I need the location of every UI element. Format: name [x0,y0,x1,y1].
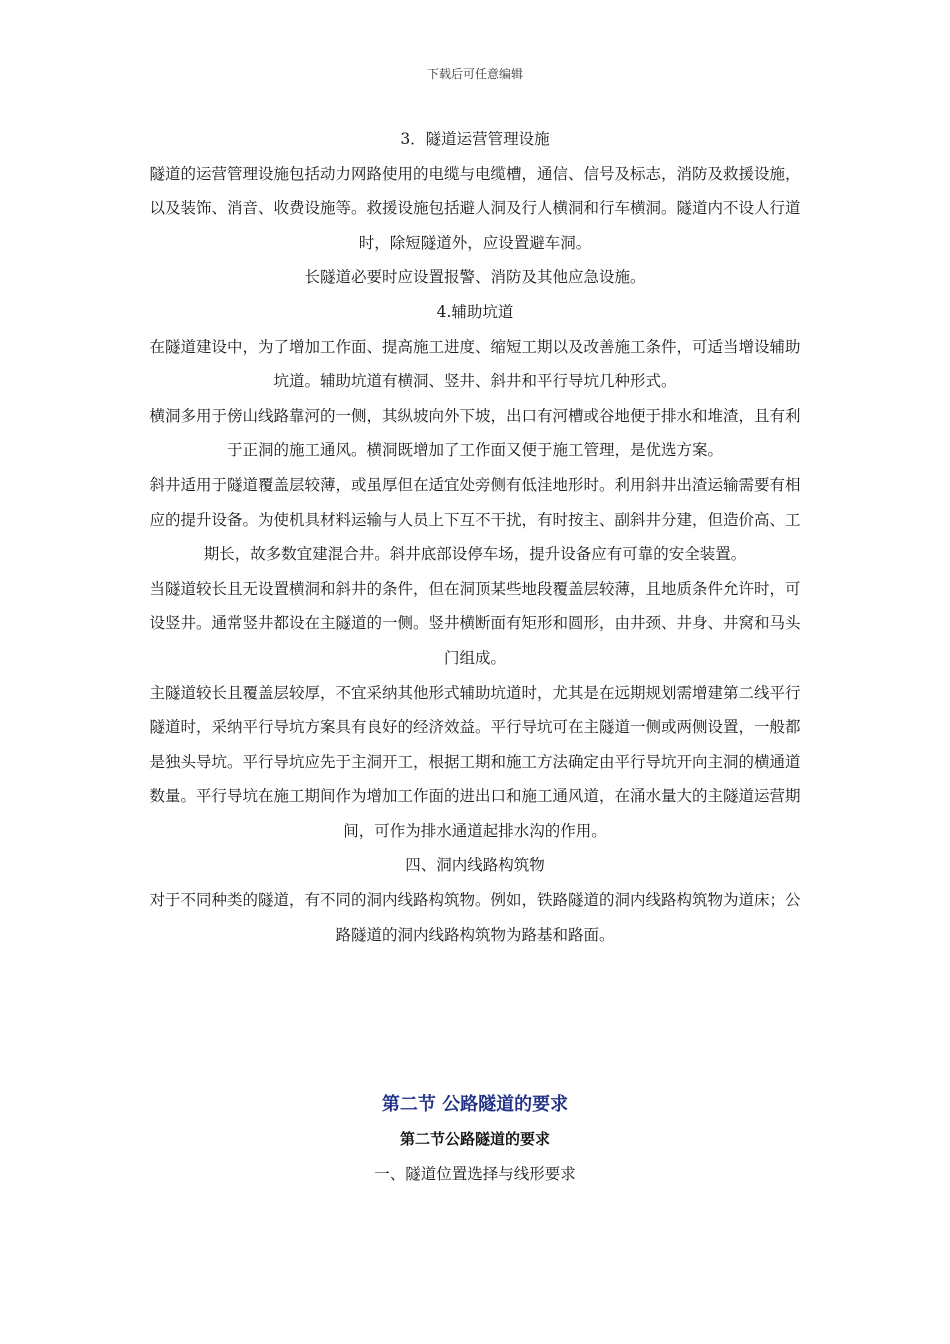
section-title: 第二节 公路隧道的要求 [381,1094,569,1115]
header-note: 下载后可任意编辑 [426,67,523,81]
paragraph-long-tunnel-safety: 长隧道必要时应设置报警、消防及其他应急设施。 [304,268,646,287]
paragraph-auxiliary-intro: 在隧道建设中，为了增加工作面、提高施工进度、缩短工期以及改善施工条件，可适当增设辅助坑道。辅助坑道有横洞、竖井、斜井和平行导坑几种形式。 [149,337,801,391]
subsection-heading: 一、隧道位置选择与线形要求 [374,1165,576,1183]
heading-operation-facilities: 3．隧道运营管理设施 [400,130,550,148]
heading-auxiliary-tunnels: 4.辅助坑道 [436,302,514,321]
body-text [148,122,802,952]
heading-track-structures: 四、洞内线路构筑物 [405,856,545,875]
paragraph-cross-adit: 横洞多用于傍山线路靠河的一侧，其纵坡向外下坡，出口有河槽或谷地便于排水和堆渣，且有利于正洞的施工通风。横洞既增加了工作面又便于施工管理，是优选方案。 [149,406,801,460]
section-subtitle: 第二节公路隧道的要求 [399,1130,550,1148]
paragraph-parallel-heading: 主隧道较长且覆盖层较厚，不宜采纳其他形式辅助坑道时，尤其是在远期规划需增建第二线平行隧道时，采纳平行导坑方案具有良好的经济效益。平行导坑可在主隧道一侧或两侧设置，一般都是独头导坑。平行导坑应先于主洞开工，根据工期和施工方法确定由平行导坑开向主洞的横通道数量。平行导坑在施工期间作为增加工作面的进出口和施工通风道，在涌水量大的主隧道运营期间，可作为排水通道起排水沟的作用。 [149,683,801,840]
paragraph-track-structures: 对于不同种类的隧道，有不同的洞内线路构筑物。例如，铁路隧道的洞内线路构筑物为道床；公路隧道的洞内线路构筑物为路基和路面。 [149,891,801,944]
paragraph-vertical-shaft: 当隧道较长且无设置横洞和斜井的条件，但在洞顶某些地段覆盖层较薄，且地质条件允许时，可设竖井。通常竖井都设在主隧道的一侧。竖井横断面有矩形和圆形，由井颈、井身、井窝和马头门组成。 [149,579,801,667]
paragraph-inclined-shaft: 斜井适用于隧道覆盖层较薄，或虽厚但在适宜处旁侧有低洼地形时。利用斜井出渣运输需要有相应的提升设备。为使机具材料运输与人员上下互不干扰，有时按主、副斜井分建，但造价高、工期长，故多数宜建混合井。斜井底部设停车场，提升设备应有可靠的安全装置。 [149,475,801,564]
paragraph-operation-facilities: 隧道的运营管理设施包括动力网路使用的电缆与电缆槽，通信、信号及标志，消防及救援设施，以及装饰、消音、收费设施等。救援设施包括避人洞及行人横洞和行车横洞。隧道内不设人行道时，除短隧道外，应设置避车洞。 [149,164,801,252]
